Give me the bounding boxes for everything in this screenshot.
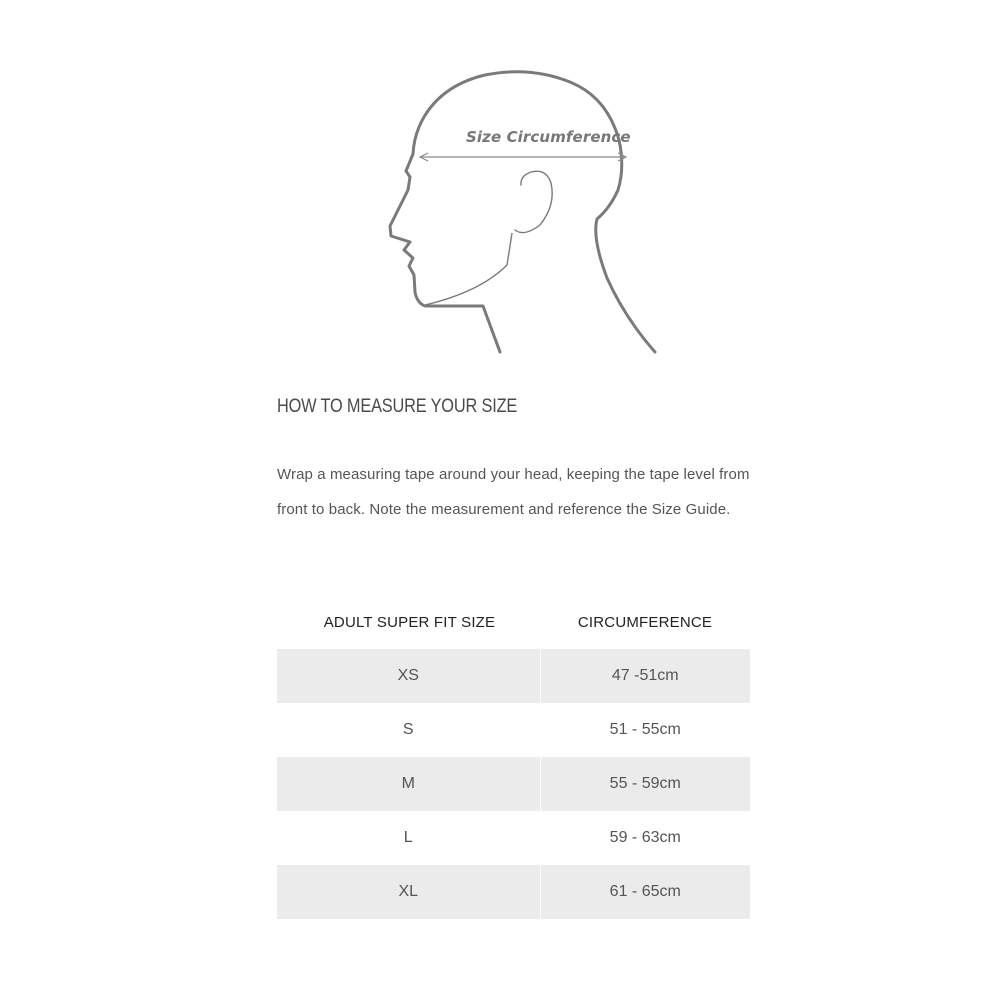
size-cell: S [277,703,540,757]
measure-instructions [277,457,777,527]
table-row [277,865,750,919]
size-cell: XS [277,649,540,703]
circumference-cell: 55 - 59cm [540,757,750,811]
size-guide-table [277,596,750,919]
section-title: HOW TO MEASURE YOUR SIZE [277,396,518,417]
size-cell: L [277,811,540,865]
instructions-line-2: front to back. Note the measurement and reference the Size Guide. [277,501,731,518]
table-row [277,703,750,757]
table-row [277,811,750,865]
circumference-cell: 59 - 63cm [609,829,681,846]
size-column-header: ADULT SUPER FIT SIZE [323,614,496,631]
head-profile-icon [380,65,670,360]
instructions-line-1: Wrap a measuring tape around your head, keeping the tape level from [277,466,750,483]
size-cell: M [277,757,540,811]
circumference-cell: 47 -51cm [540,649,750,703]
circumference-cell: 51 - 55cm [609,721,681,738]
head-measurement-diagram [380,65,670,360]
size-circumference-label: Size Circumference [466,128,631,146]
size-cell: XL [277,865,540,919]
table-header-row [277,596,750,649]
circumference-cell: 61 - 65cm [540,865,750,919]
table-row [277,649,750,703]
circumference-column-header: CIRCUMFERENCE [577,614,713,631]
table-row [277,757,750,811]
